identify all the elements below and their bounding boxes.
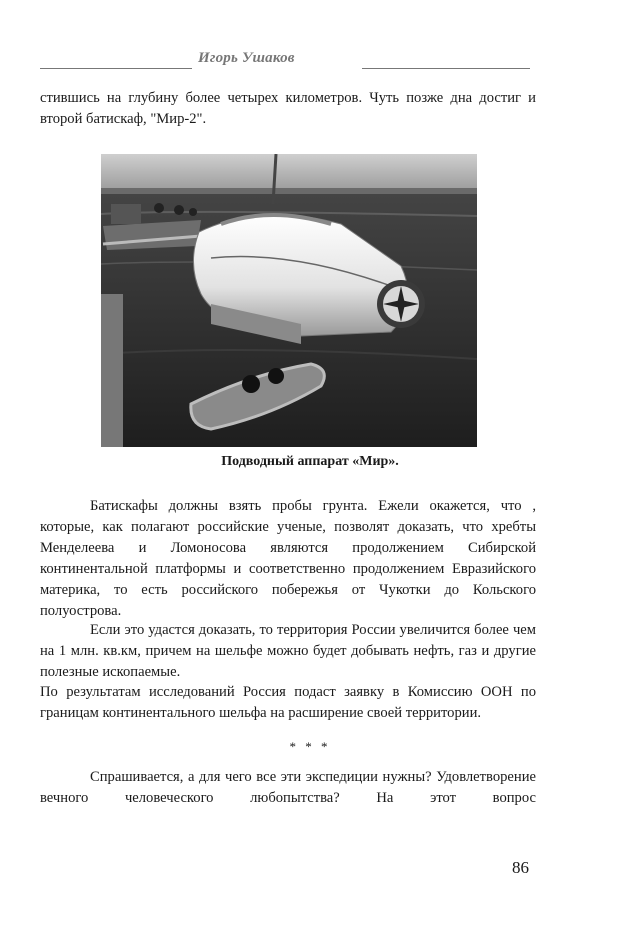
submarine-photo-graphic [101, 154, 477, 447]
paragraph-4-text: По результатам исследований Россия подаст заявку в Комиссию ООН по границам континентального шельфа на расширение своей территории. [40, 684, 536, 721]
header-author: Игорь Ушаков [198, 50, 295, 66]
paragraph-2 [40, 496, 536, 622]
paragraph-2-text: Батискафы должны взять пробы грунта. Ежели окажется, что , которые, как полагают российские ученые, позволят доказать, что хребты Менделеева и Ломоносова являются продолжением Сибирской континентальной платформы и соответственно продолжением Евразийского материка, то есть российского побережья от Чукотки до Кольского полуострова. [40, 498, 536, 619]
page-number: 86 [512, 858, 529, 877]
paragraph-4 [40, 682, 536, 724]
paragraph-5-text: Спрашивается, а для чего все эти экспедиции нужны? Удовлетворение вечного человеческого любопытства? На этот вопрос [40, 769, 536, 806]
figure-caption: Подводный аппарат «Мир». [221, 454, 399, 469]
paragraph-1 [40, 88, 536, 130]
header-rule-right [362, 68, 530, 69]
paragraph-3-text: Если это удастся доказать, то территория России увеличится более чем на 1 млн. кв.км, причем на шельфе можно будет добывать нефть, газ и другие полезные ископаемые. [40, 622, 536, 680]
submarine-photo-icon [101, 154, 477, 447]
section-separator: * * * [289, 739, 331, 754]
paragraph-5 [40, 767, 536, 809]
paragraph-3 [40, 620, 536, 683]
header-rule-left [40, 68, 192, 69]
running-header [40, 50, 530, 72]
paragraph-1-text: стившись на глубину более четырех километров. Чуть позже дна достиг и второй батискаф, "Мир-2". [40, 90, 536, 127]
